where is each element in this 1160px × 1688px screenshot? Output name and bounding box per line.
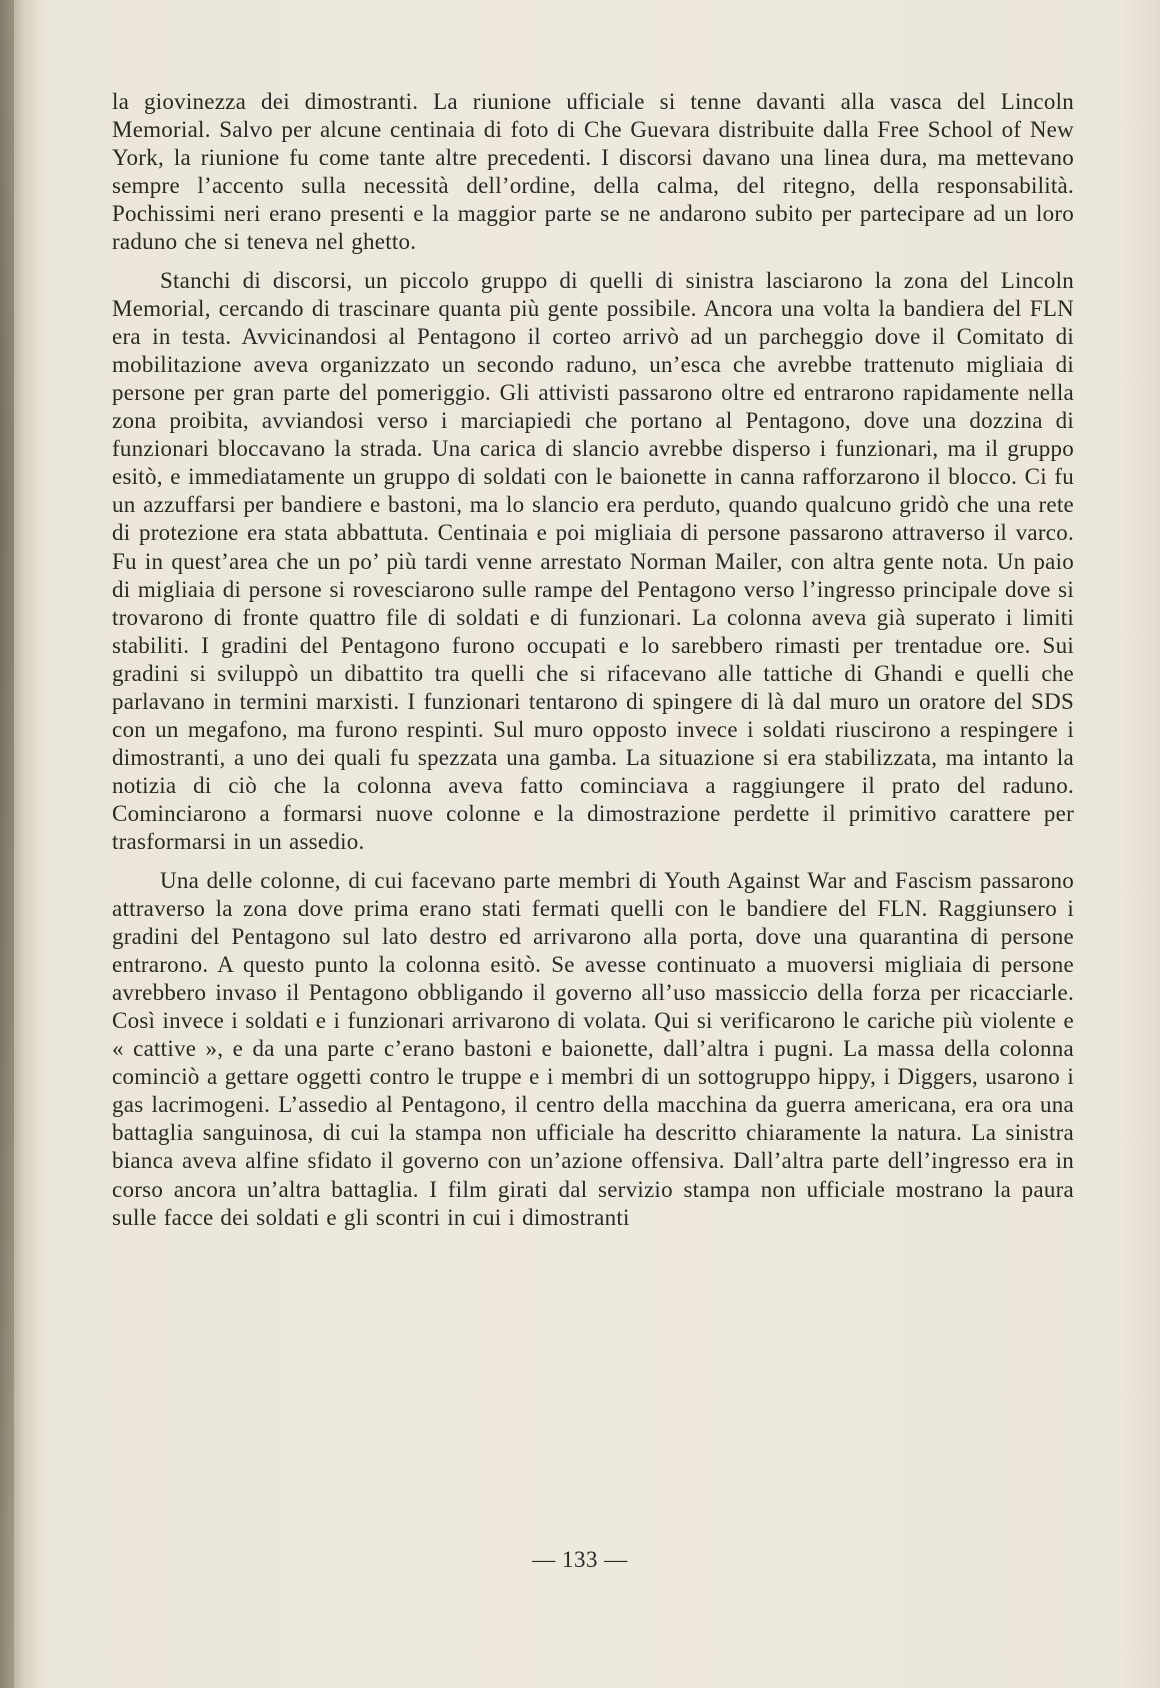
binding-gutter [0,0,14,1688]
paragraph-3: Una delle colonne, di cui facevano parte membri di Youth Against War and Fascism passarono attraverso la zona dove prima erano stati fermati quelli con le bandiere del FLN. Raggiunsero i gradini del Pentagono sul lato destro ed arrivarono alla porta, dove una quarantina di persone entrarono. A questo punto la colonna esitò. Se avesse continuato a muoversi migliaia di persone avrebbero invaso il Pentagono obbligando il governo all’uso massiccio della forza per ricacciarle. Così invece i soldati e i funzionari arrivarono di volata. Qui si verificarono le cariche più violente e « cattive », e da una parte c’erano bastoni e baionette, dall’altra i pugni. La massa della colonna cominciò a gettare oggetti contro le truppe e i membri di un sottogruppo hippy, i Diggers, usarono i gas lacrimogeni. L’assedio al Pentagono, il centro della macchina da guerra americana, era ora una battaglia sanguinosa, di cui la stampa non ufficiale ha descritto chiaramente la natura. La sinistra bianca aveva alfine sfidato il governo con un’azione offensiva. Dall’altra parte dell’ingresso era in corso ancora un’altra battaglia. I film girati dal servizio stampa non ufficiale mostrano la paura sulle facce dei soldati e gli scontri in cui i dimostranti [112,867,1074,1230]
paragraph-1: la giovinezza dei dimostranti. La riunione ufficiale si tenne davanti alla vasca del Lincoln Memorial. Salvo per alcune centinaia di foto di Che Guevara distribuite dalla Free School of New York, la riunione fu come tante altre precedenti. I discorsi davano una linea dura, ma mettevano sempre l’accento sulla necessità dell’ordine, della calma, del ritegno, della responsabilità. Pochissimi neri erano presenti e la maggior parte se ne andarono subito per partecipare ad un loro raduno che si teneva nel ghetto. [112,89,1074,255]
body-text [112,88,1074,1232]
paragraph-2: Stanchi di discorsi, un piccolo gruppo di quelli di sinistra lasciarono la zona del Lincoln Memorial, cercando di trascinare quanta più gente possibile. Ancora una volta la bandiera del FLN era in testa. Avvicinandosi al Pentagono il corteo arrivò ad un parcheggio dove il Comitato di mobilitazione aveva organizzato un secondo raduno, un’esca che avrebbe trattenuto migliaia di persone per gran parte del pomeriggio. Gli attivisti passarono oltre ed entrarono rapidamente nella zona proibita, avviandosi verso i marciapiedi che portano al Pentagono, dove una dozzina di funzionari bloccavano la strada. Una carica di slancio avrebbe disperso i funzionari, ma il gruppo esitò, e immediatamente un gruppo di soldati con le baionette in canna rafforzarono il blocco. Ci fu un azzuffarsi per bandiere e bastoni, ma lo slancio era perduto, quando qualcuno gridò che una rete di protezione era stata abbattuta. Centinaia e poi migliaia di persone passarono attraverso il varco. Fu in quest’area che un po’ più tardi venne arrestato Norman Mailer, con altra gente nota. Un paio di migliaia di persone si rovesciarono sulle rampe del Pentagono verso l’ingresso principale dove si trovarono di fronte quattro file di soldati e di funzionari. La colonna aveva già superato i limiti stabiliti. I gradini del Pentagono furono occupati e lo sarebbero rimasti per trentadue ore. Sui gradini si sviluppò un dibattito tra quelli che si rifacevano alle tattiche di Ghandi e quelli che parlavano in termini marxisti. I funzionari tentarono di spingere di là dal muro un oratore del SDS con un megafono, ma furono respinti. Sul muro opposto invece i soldati riuscirono a respingere i dimostranti, a uno dei quali fu spezzata una gamba. La situazione si era stabilizzata, ma intanto la notizia di ciò che la colonna aveva fatto cominciava a raggiungere il prato del raduno. Cominciarono a formarsi nuove colonne e la dimostrazione perdette il primitivo carattere per trasformarsi in un assedio. [112,267,1074,855]
page-number: — 133 — [532,1547,628,1572]
